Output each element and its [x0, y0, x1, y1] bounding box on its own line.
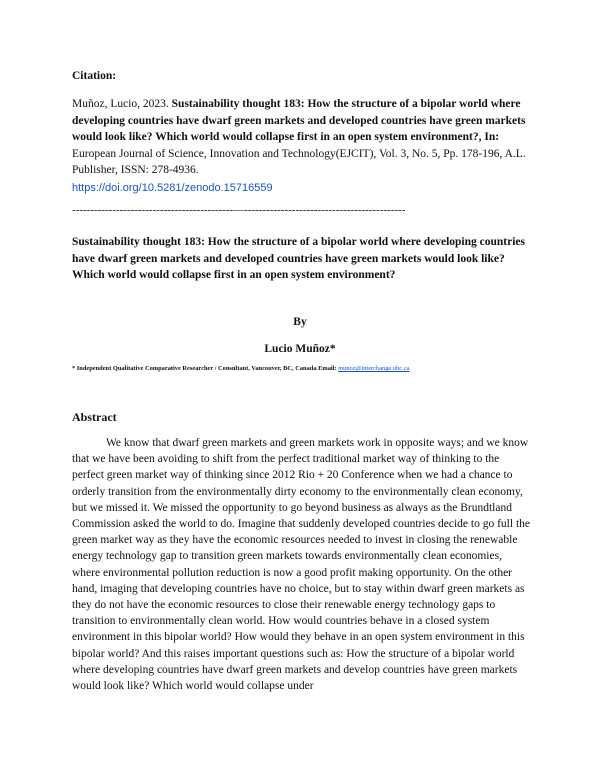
separator-line: --------------------------------------------—-------------------------------------------- — [72, 204, 406, 216]
citation-title: Sustainability thought 183: How the structure of a bipolar world where developing countries have dwarf green markets and developed countries have green markets would look like? Which world would collapse first in an open system environment?, In: — [72, 98, 526, 143]
citation-journal-info: European Journal of Science, Innovation and Technology(EJCIT), Vol. 3, No. 5, Pp. 178-196, A.L. Publisher, ISSN: 278-4936. — [72, 147, 526, 176]
author-affiliation — [72, 365, 532, 372]
affiliation-text: * Independent Qualitative Comparative Researcher / Consultant, Vancouver, BC, Canada Email: — [72, 365, 337, 372]
citation-text — [72, 96, 532, 179]
article-title: Sustainability thought 183: How the structure of a bipolar world where developing countries have dwarf green markets and developed countries have green markets would look like? Which world would collapse first in an open system environment? — [72, 236, 525, 281]
author-email-link[interactable]: munoz@interchange.ubc.ca — [338, 365, 410, 372]
abstract-heading: Abstract — [72, 410, 117, 424]
citation-author-year: Muñoz, Lucio, 2023. — [72, 98, 169, 110]
citation-label: Citation: — [72, 70, 117, 82]
byline: By — [293, 316, 307, 328]
abstract-body: We know that dwarf green markets and green markets work in opposite ways; and we know that we have been avoiding to shift from the perfect traditional market way of thinking to the perfect green market way of thinking since 2012 Rio + 20 Conference when we had a chance to orderly transition from the environmentally dirty economy to the environmentally clean economy, but we missed it. We missed the opportunity to go beyond business as always as the Brundtland Commission asked the world to do. Imagine that suddenly developed countries decide to go full the green market way as they have the economic resources needed to invest in closing the renewable energy technology gap to transition green markets towards environmentally clean economies, where environmental pollution reduction is now a good profit making opportunity. On the other hand, imaging that developing countries have no choice, but to stay within dwarf green markets as they do not have the economic resources to close their renewable energy technology gaps to transition to environmentally clean world. How would countries behave in a closed system environment in this bipolar world? How would they behave in an open system environment in this bipolar world? And this raises important questions such as: How the structure of a bipolar world where developing countries have dwarf green markets and develop countries have green markets would look like? Which world would collapse under — [72, 437, 530, 693]
author-name: Lucio Muñoz* — [264, 343, 336, 355]
doi-link[interactable]: https://doi.org/10.5281/zenodo.15716559 — [72, 182, 273, 194]
